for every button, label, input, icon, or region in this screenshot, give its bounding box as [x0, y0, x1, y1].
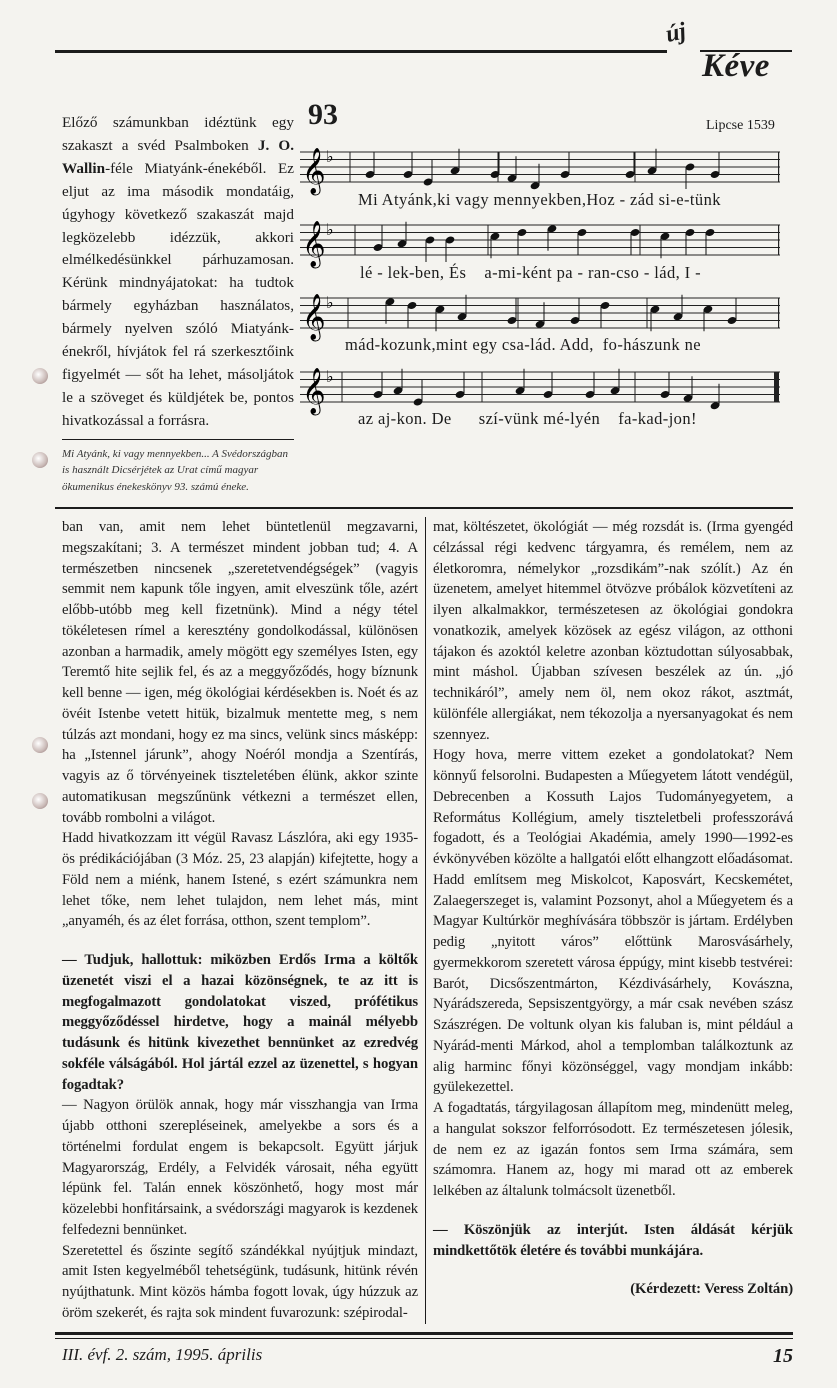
punch-hole — [32, 737, 48, 753]
paragraph: mat, költészetet, ökológiát — még rozsdát is. (Irma gyengéd célzással régi kedvenc tárgyamra, és remélem, nem az életkoromra, némelykor „rozsdikám”-nak szólít.) Az én üzenetem, amelyet hitemmel ötvözve próbálok közvetíteni az ilyen alkalmakkor, természetesen az ökológiai gondokra vonatkozik, amelyek közösek az egész világon, az otthoni tájakon és azoktól keletre azonban köztudottan súlyosabbak, mint máshol. Újabban szívesen beszélek az ún. „jó technikáról”, amely nem öl, nem okoz rákot, asztmát, különféle allergiákat, nem tékozolja a nyersanyagokat és nem szennyez. — [433, 519, 793, 743]
footer — [55, 1332, 793, 1368]
paragraph: Hogy hova, merre vittem ezeket a gondolatokat? Nem könnyű felsorolni. Budapesten a Műegyetem látott vendégül, Debrecenben a Kossuth Lajos Tudományegyetem, a Református Kollégium, amely tiszteletbeli professzorává fogadott, és a Teológiai Akadémia, amely 1990—1992-es évkönyvében közölte a hallgatói előtt elhangzott előadásomat. Hadd említsem meg Miskolcot, Kaposvárt, Kecskemétet, Zalaegerszeget is, valamint Pozsonyt, ahol a Műegyetem és a Magyar Kultúrkör meghívására többször is jártam. Erdélyben pedig „nyitott város” előttünk Marosvásárhely, gyermekkorom szeretett városa éppúgy, mint kisebb testvérei: Barót, Dicsőszentmárton, Kézdivásárhely, Kovászna, Nyárádszereda, Sepsiszentgyörgy, a már csak nevében szász Szászrégen. De voltunk olyan kis faluban is, mint például a Nyárád-menti Márkod, ahol a templomban találkoztunk az alig harminc főnyi közönséggel, vagy mondjam inkább: gyülekezettel. — [433, 747, 793, 1096]
issue-info: III. évf. 2. szám, 1995. április — [62, 1344, 263, 1364]
paragraph: ban van, amit nem lehet büntetlenül megzavarni, megszakítani; 3. A természet mindent jobban tud; 4. A természetben nincsenek „szeretetvendégségek” (vagyis semmit nem kapunk tőle ingyen, amit elveszünk tőle, azért előbb-utóbb meg kell fizetnünk). Mind a négy tétel tökéletesen rímel a keresztény gondolkodással, különösen azonban a harmadik, amely mögött egy személyes Isten, egy Teremtő hite sejlik fel, és az a meggyőződés, hogy bíznunk kell benne — igen, még ökológiai kérdésekben is. Noét és az övéit Istenbe vetett hitük, bizalmuk mentette meg, s nem túlzás azt mondani, hogy ez ma sincs, velünk sincs másképp: ha „Istennel járunk”, ahogy Noéról mondja a Szentírás, vagyis az ő törvényeinek tiszteletében élünk, akkor szinte automatikusan megszűnünk vétkezni a természet ellen, tovább rombolni a világot. — [62, 519, 418, 826]
masthead — [55, 18, 793, 90]
music-score — [290, 140, 790, 440]
hymn-source: Lipcse 1539 — [706, 118, 775, 133]
lyrics-line: Mi Atyánk,ki vagy mennyekben,Hoz - zád si-e-tünk — [358, 190, 721, 209]
signature: (Kérdezett: Veress Zoltán) — [630, 1281, 793, 1298]
interview-question: — Tudjuk, hallottuk: miközben Erdős Irma a költők üzenetét viszi el a hazai közönségnek, te az itt is megfogalmazott gondolatokat viszed, prófétikus meggyőződéssel hirdetve, hogy a mainál mélyebb tudásunk és hitünk kivezethet bennünket az ezredvég sokféle válságából. Hol jártál ezzel az üzenettel, s hogyan fogadtak? — [62, 952, 418, 1093]
end-bar-line — [778, 225, 779, 255]
logo-small: új — [663, 18, 689, 48]
treble-clef-icon: 𝄞 — [302, 294, 326, 340]
hymn-block — [302, 90, 798, 452]
article-columns — [55, 517, 793, 1324]
paragraph: — Nagyon örülök annak, hogy már visszhangja van Irma újabb otthoni szerepléseinek, amelyekbe a sors és a történelmi fordulat engem is bekapcsolt. Együtt járjuk Magyarország, Erdély, a Felvidék városait, néha együtt lépünk fel. Talán ennek köszönhető, hogy most már közelebbi honfitársaink, a svédországi magyarok is kezdenek felfedezni bennünket. — [62, 1097, 418, 1238]
lyrics-line: lé - lek-ben, És a-mi-ként pa - ran-cso - lád, I - — [360, 263, 701, 282]
column-divider — [425, 517, 426, 1324]
article-column-left — [62, 517, 418, 1324]
section-rule — [55, 507, 793, 509]
caption-rule — [62, 439, 294, 440]
magazine-logo — [660, 18, 800, 84]
paragraph: A fogadtatás, tárgyilagosan állapítom meg, mindenütt meleg, a hangulat sokszor felforrósodott. Ez természetesen jólesik, de nem ez az igazán fontos sem Irma számára, sem számomra. Hanem az, hogy mi marad ott az emberek lelkében az általunk tolmácsolt üzenetből. — [433, 1100, 793, 1200]
lyrics-line: az aj-kon. De szí-vünk mé-lyén fa-kad-jon! — [358, 409, 697, 428]
punch-hole — [32, 368, 48, 384]
intro-part: Előző számunkban idéztünk egy szakaszt a svéd Psalmboken — [62, 114, 294, 154]
flat-key-signature-icon: ♭ — [326, 149, 334, 166]
intro-part: -féle Miatyánk-énekéből. Ez eljut az ima második mondatáig, úgyhogy következő szakaszát majd legközelebb idézzük, akkori elmélkedésünkkel párhuzamosan. Kérünk mindnyájatokat: ha tudtok bármely egyházban használatos, bármely nyelven szóló Miatyánk-énekről, hívjátok fel rá szerkesztőink figyelmét — sőt ha lehet, másoljátok le a szöveget és küldjétek be, pontos hivatkozással a forrásra. — [62, 159, 294, 429]
top-section — [55, 90, 793, 495]
intro-text — [62, 112, 294, 433]
footer-row — [55, 1345, 793, 1368]
author-name: J. O. Wallin — [62, 136, 294, 177]
paragraph: Szeretettel és őszinte segítő szándékkal nyújtjuk mindazt, amit Isten kegyelméből tehetségünk, tudásunk, hitünk révén nyújthatunk. Mint közös hámba fogott lovak, úgy húzzuk az öröm szekerét, és rajta sok mindent fuvarozunk: szépirodal- — [62, 1242, 418, 1321]
flat-key-signature-icon: ♭ — [326, 295, 334, 312]
article-column-right — [433, 517, 793, 1324]
hymn-caption: Mi Atyánk, ki vagy mennyekben... A Svédországban is használt Dicsérjétek az Urat című magyar ökumenikus énekeskönyv 93. számú éneke. — [62, 447, 289, 493]
end-bar-line — [778, 152, 779, 182]
flat-key-signature-icon: ♭ — [326, 369, 334, 386]
treble-clef-icon: 𝄞 — [302, 148, 326, 194]
closing-remark: — Köszönjük az interjút. Isten áldását kérjük mindkettőtök életére és további munkájára. — [433, 1221, 793, 1259]
header-rule — [55, 50, 667, 53]
page-number: 15 — [773, 1344, 793, 1367]
footer-rule — [55, 1332, 793, 1335]
flat-key-signature-icon: ♭ — [326, 222, 334, 239]
end-bar-line — [774, 372, 779, 402]
intro-block — [62, 90, 294, 495]
lyrics-line: mád-kozunk,mint egy csa-lád. Add, fo-hászunk ne — [345, 335, 701, 354]
punch-hole — [32, 793, 48, 809]
hymn-number: 93 — [308, 98, 338, 131]
logo-main: Kéve — [702, 48, 770, 84]
treble-clef-icon: 𝄞 — [302, 368, 326, 414]
treble-clef-icon: 𝄞 — [302, 221, 326, 267]
end-bar-line — [778, 298, 779, 328]
paragraph: Hadd hivatkozzam itt végül Ravasz Lászlóra, aki egy 1935-ös prédikációjában (3 Móz. 25, 23 alapján) kifejtette, hogy a Föld nem a miénk, hanem Istené, s ezért számunkra nem lehet tőke, nem lehet tulajdon, nem lehet más, mint „anyaméh, és az élet forrása, otthon, szent templom”. — [62, 830, 418, 930]
punch-hole — [32, 452, 48, 468]
footer-rule-thin — [55, 1338, 793, 1339]
